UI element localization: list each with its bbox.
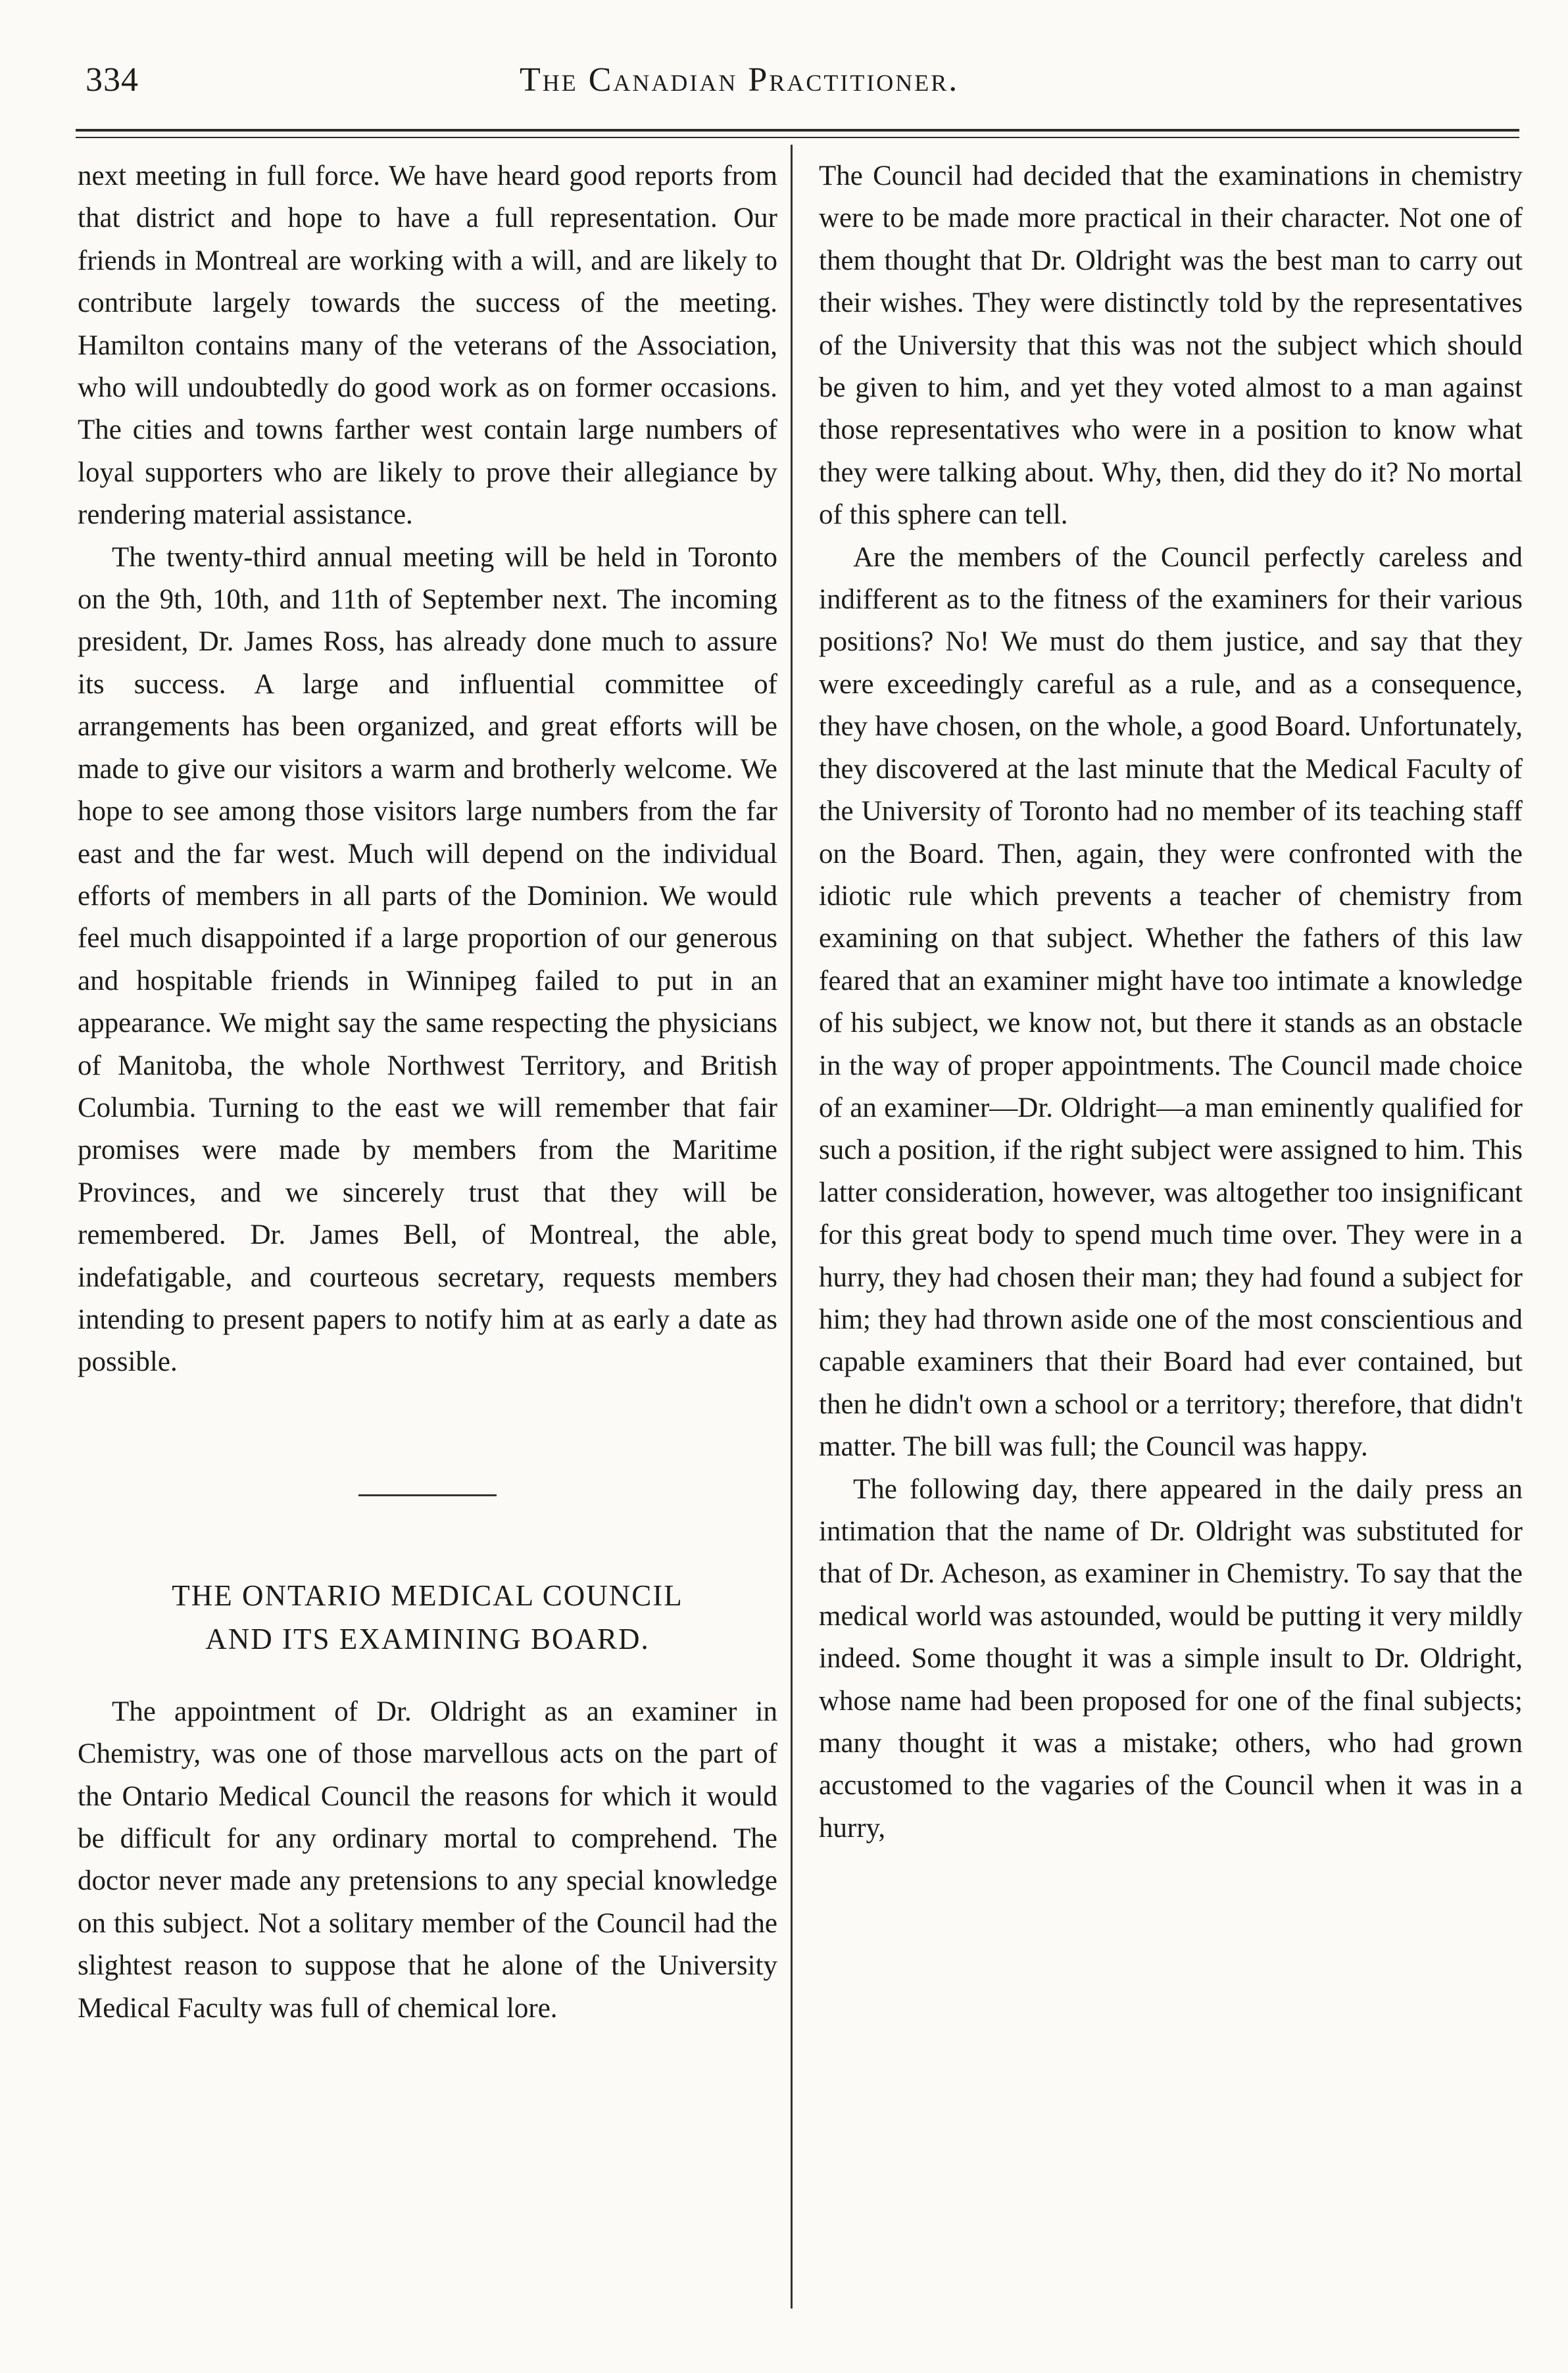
paragraph: next meeting in full force. We have heard good reports from that district and hope to have a full representation. Our friends in Montreal are working with a will, and are likely to contribute largely towards the success of the meeting. Hamilton contains many of the veterans of the Association, who will undoubtedly do good work as on former occasions. The cities and towns farther west contain large numbers of loyal supporters who are likely to prove their allegiance by rendering material assistance. bbox=[78, 160, 777, 531]
section-divider bbox=[358, 1494, 497, 1496]
paragraph: Are the members of the Council perfectly careless and indifferent as to the fitness of the examiners for their various positions? No! We must do them justice, and say that they were exceedingly careful as a rule, and as a consequence, they have chosen, on the whole, a good Board. Unfortunately, they discovered at the last minute that the Medical Faculty of the University of Toronto had no member of its teaching staff on the Board. Then, again, they were confronted with the idiotic rule which prevents a teacher of chemistry from examining on that subject. Whether the fathers of this law feared that an examiner might have too intimate a knowledge of his subject, we know not, but there it stands as an obstacle in the way of proper appointments. The Council made choice of an examiner—Dr. Oldright—a man eminently qualified for such a position, if the right subject were assigned to him. This latter consideration, however, was altogether too insignificant for this great body to spend much time over. They were in a hurry, they had chosen their man; they had found a subject for him; they had thrown aside one of the most conscientious and capable examiners that their Board had ever contained, but then he didn't own a school or a territory; therefore, that didn't matter. The bill was full; the Council was happy. bbox=[819, 541, 1523, 1463]
page-header bbox=[86, 61, 1519, 113]
paragraph: The appointment of Dr. Oldright as an examiner in Chemistry, was one of those marvellous acts on the part of the Ontario Medical Council the reasons for which it would be difficult for any ordinary mortal to comprehend. The doctor never made any pretensions to any special knowledge on this subject. Not a solitary member of the Council had the slightest reason to suppose that he alone of the University Medical Faculty was full of chemical lore. bbox=[78, 1696, 777, 2024]
paragraph: The Council had decided that the examinations in chemistry were to be made more practical in their character. Not one of them thought that Dr. Oldright was the best man to carry out their wishes. They were distinctly told by the representatives of the University that this was not the subject which should be given to him, and yet they voted almost to a man against those representatives who were in a position to know what they were talking about. Why, then, did they do it? No mortal of this sphere can tell. bbox=[819, 160, 1523, 531]
header-rule-thin bbox=[76, 137, 1519, 138]
running-title: The Canadian Practitioner. bbox=[520, 61, 960, 99]
page-number: 334 bbox=[86, 61, 139, 99]
heading-line: THE ONTARIO MEDICAL COUNCIL bbox=[172, 1578, 683, 1612]
column-divider bbox=[791, 145, 793, 2309]
right-column bbox=[819, 155, 1523, 1849]
header-rule bbox=[76, 129, 1519, 132]
paragraph: The twenty-third annual meeting will be held in Toronto on the 9th, 10th, and 11th of September next. The incoming president, Dr. James Ross, has already done much to assure its success. A large and influential committee of arrangements has been organized, and great efforts will be made to give our visitors a warm and brotherly welcome. We hope to see among those visitors large numbers from the far east and the far west. Much will depend on the individual efforts of members in all parts of the Dominion. We would feel much disappointed if a large proportion of our generous and hospitable friends in Winnipeg failed to put in an appearance. We might say the same respecting the physicians of Manitoba, the whole Northwest Territory, and British Columbia. Turning to the east we will remember that fair promises were made by members from the Maritime Provinces, and we sincerely trust that they will be remembered. Dr. James Bell, of Montreal, the able, indefatigable, and courteous secretary, requests members intending to present papers to notify him at as early a date as possible. bbox=[78, 541, 777, 1378]
left-column bbox=[78, 155, 777, 2030]
section-heading bbox=[78, 1574, 777, 1661]
heading-line: AND ITS EXAMINING BOARD. bbox=[205, 1622, 650, 1655]
paragraph: The following day, there appeared in the daily press an intimation that the name of Dr. Oldright was substituted for that of Dr. Acheson, as examiner in Chemistry. To say that the medical world was astounded, would be putting it very mildly indeed. Some thought it was a simple insult to Dr. Oldright, whose name had been proposed for one of the final subjects; many thought it was a mistake; others, who had grown accustomed to the vagaries of the Council when it was in a hurry, bbox=[819, 1473, 1523, 1844]
